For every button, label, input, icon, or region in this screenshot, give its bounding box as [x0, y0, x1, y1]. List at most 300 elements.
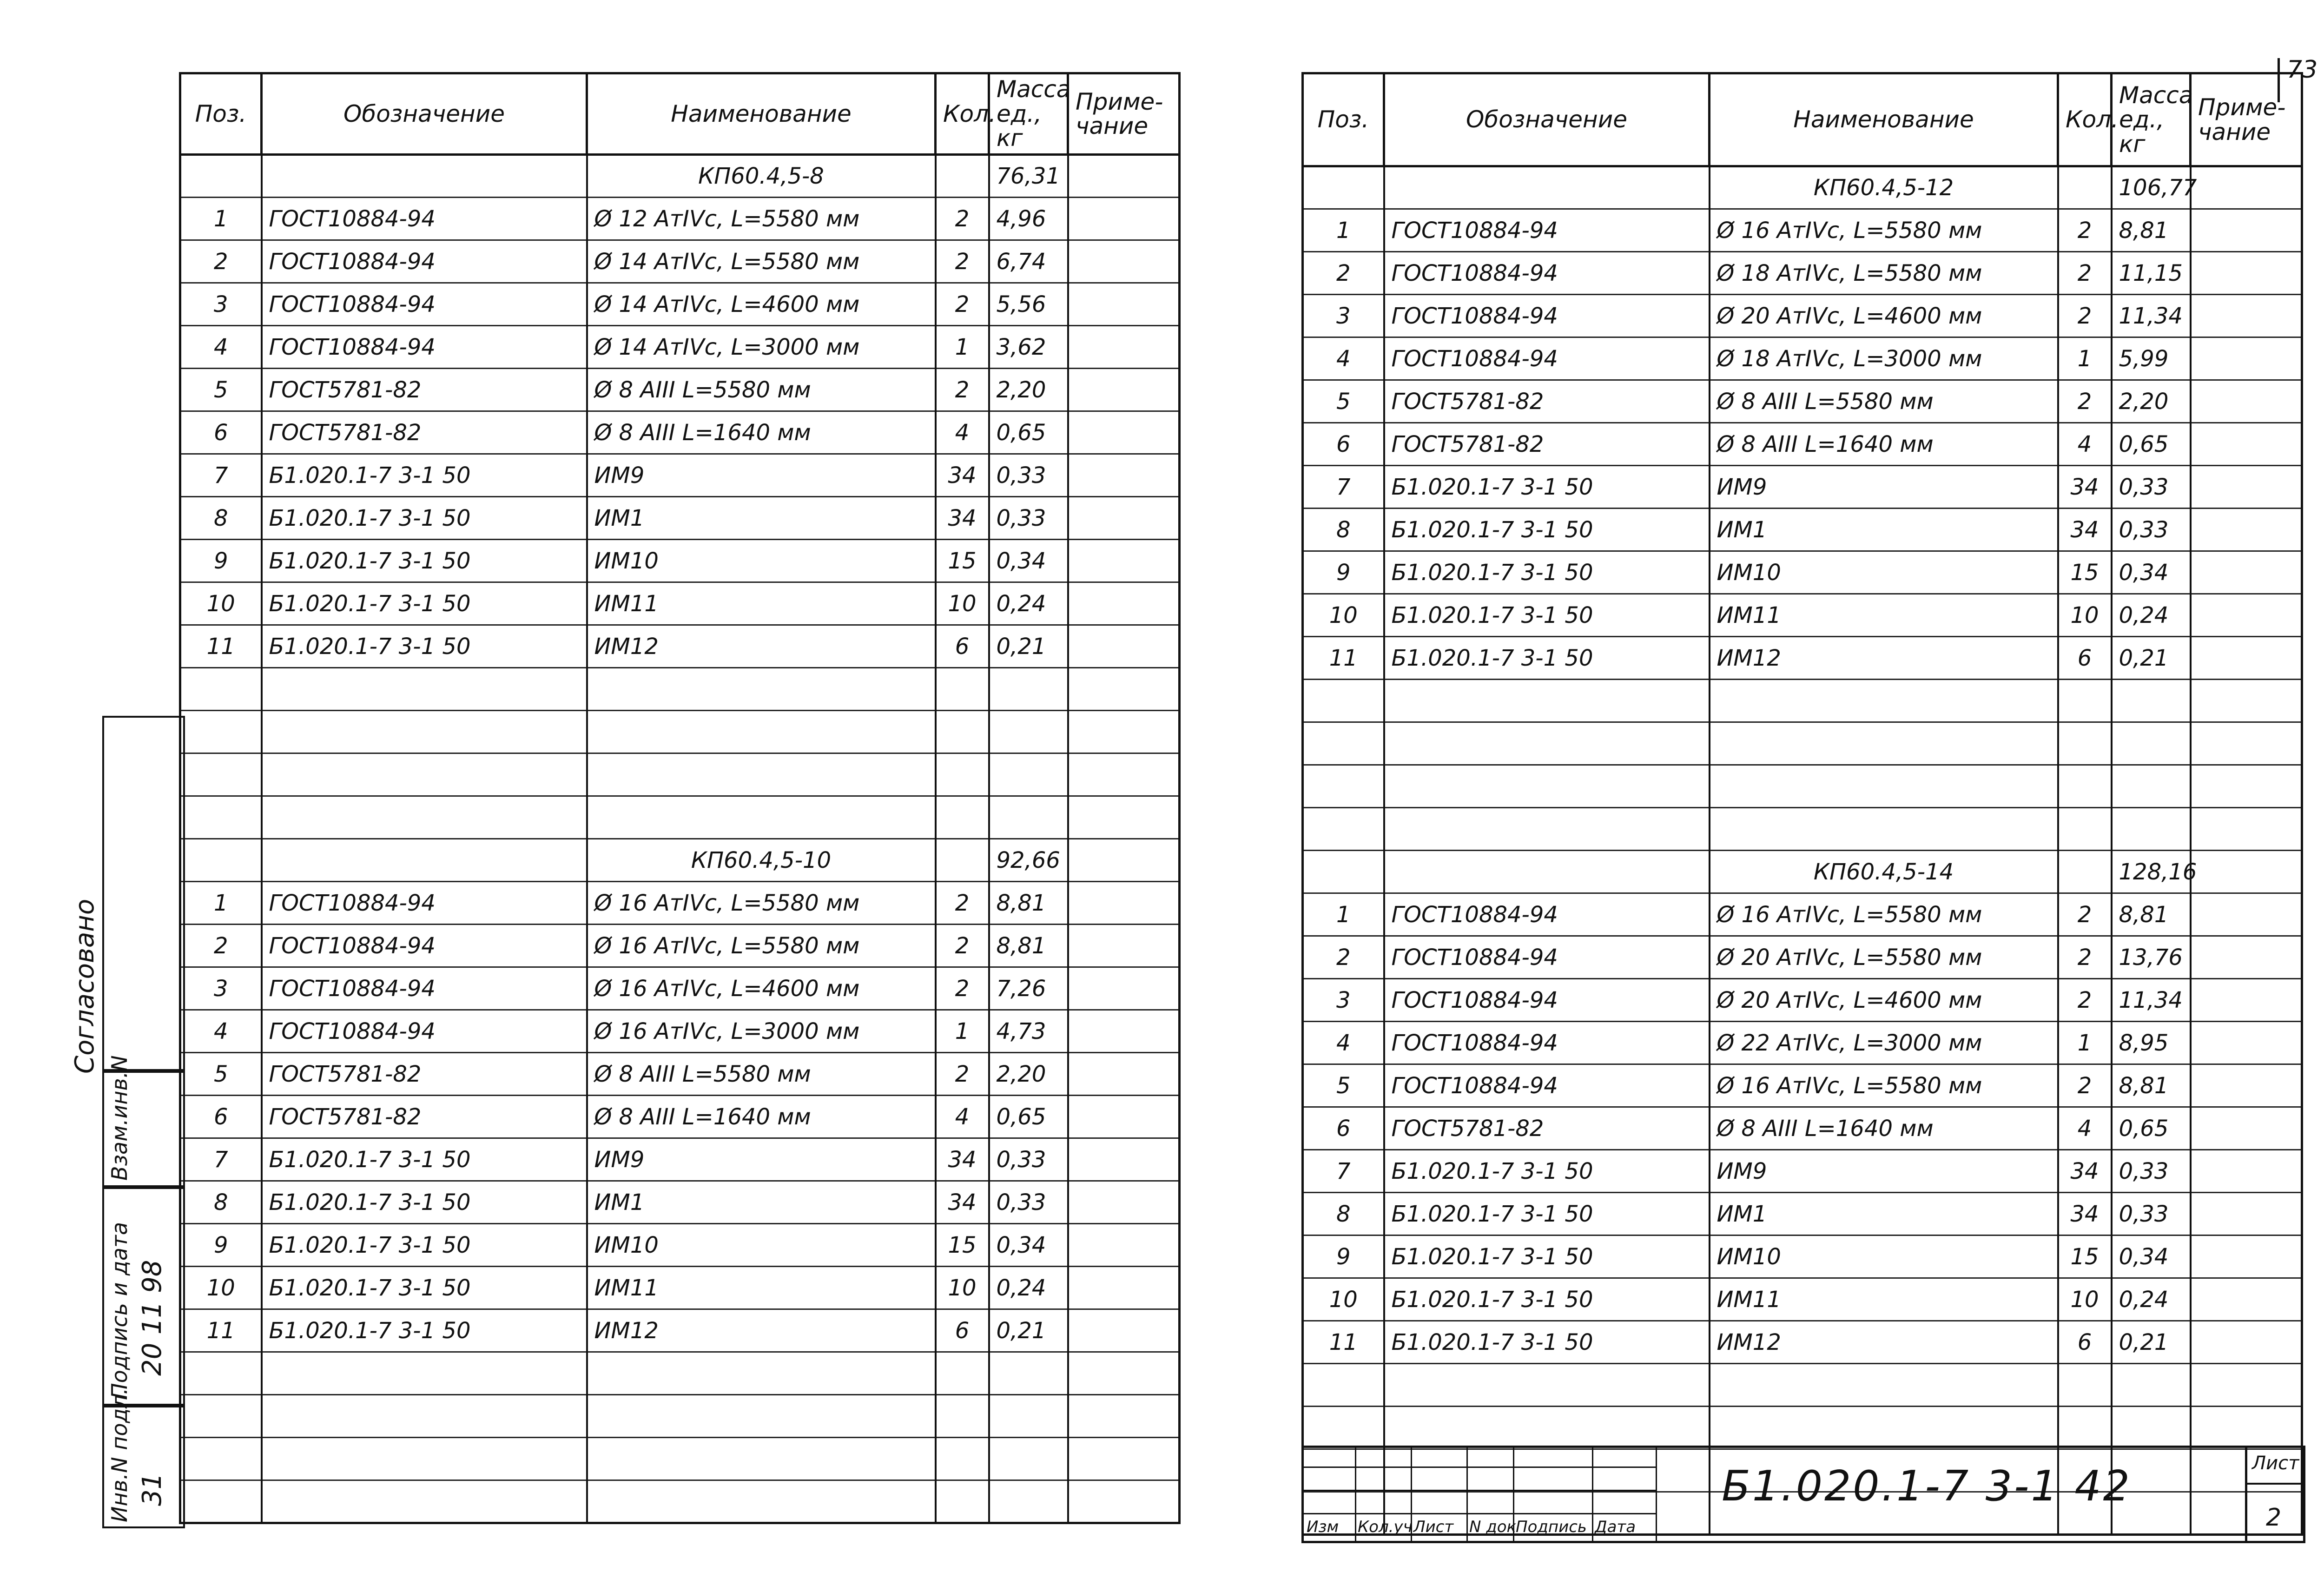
- row-designation: ГОСТ5781-82: [1384, 1107, 1710, 1150]
- row-note: [1068, 369, 1180, 411]
- inventory-value: 31: [137, 1473, 167, 1506]
- tb-label-change: Изм: [1307, 1518, 1339, 1536]
- row-qty: 2: [936, 967, 989, 1010]
- row-pos: 9: [1303, 551, 1384, 594]
- row-name: Ø 14 AтIVc, L=4600 мм: [587, 283, 936, 326]
- row-qty: 15: [936, 1224, 989, 1267]
- row-pos: 8: [1303, 1193, 1384, 1235]
- tb-label-signature: Подпись: [1516, 1518, 1587, 1536]
- empty-cell: [936, 711, 989, 753]
- row-qty: 2: [936, 283, 989, 326]
- side-approval-stamp: [70, 716, 181, 1525]
- row-name: Ø 12 AтIVc, L=5580 мм: [587, 198, 936, 240]
- row-designation: ГОСТ10884-94: [1384, 1022, 1710, 1064]
- document-code: Б1.020.1-7 3-1 42: [1722, 1462, 2132, 1511]
- group-qty-cell: [936, 839, 989, 882]
- row-designation: Б1.020.1-7 3-1 50: [1384, 637, 1710, 680]
- empty-cell: [2191, 765, 2302, 808]
- empty-cell: [989, 711, 1068, 753]
- row-pos: 11: [1303, 1321, 1384, 1364]
- empty-cell: [2058, 765, 2112, 808]
- row-pos: 6: [180, 1096, 262, 1138]
- empty-cell: [587, 1395, 936, 1438]
- row-note: [2191, 1150, 2302, 1193]
- row-qty: 2: [936, 198, 989, 240]
- row-name: ИМ9: [1710, 1150, 2058, 1193]
- empty-row: [1303, 680, 2302, 722]
- row-pos: 1: [180, 882, 262, 925]
- empty-cell: [1710, 1364, 2058, 1407]
- group-note-cell: [1068, 839, 1180, 882]
- row-mass: 0,33: [989, 454, 1068, 497]
- row-note: [2191, 1064, 2302, 1107]
- row-qty: 34: [2058, 1150, 2112, 1193]
- row-name: Ø 8 AIII L=5580 мм: [1710, 380, 2058, 423]
- row-note: [2191, 337, 2302, 380]
- row-designation: Б1.020.1-7 3-1 50: [1384, 466, 1710, 509]
- row-designation: ГОСТ5781-82: [262, 1096, 587, 1138]
- row-qty: 2: [2058, 295, 2112, 337]
- tb-label-sheet: Лист: [1413, 1518, 1454, 1536]
- empty-cell: [1068, 796, 1180, 839]
- row-name: Ø 16 AтIVc, L=5580 мм: [587, 925, 936, 967]
- row-name: Ø 18 AтIVc, L=3000 мм: [1710, 337, 2058, 380]
- empty-cell: [1384, 808, 1710, 851]
- empty-cell: [1710, 680, 2058, 722]
- row-qty: 6: [936, 625, 989, 668]
- row-designation: Б1.020.1-7 3-1 50: [1384, 509, 1710, 551]
- row-name: Ø 8 AIII L=5580 мм: [587, 1053, 936, 1096]
- header-mass: Масса ед., кг: [2112, 73, 2191, 166]
- row-name: Ø 16 AтIVc, L=5580 мм: [1710, 209, 2058, 252]
- table-row: [1303, 551, 2302, 594]
- empty-cell: [1303, 1407, 1384, 1449]
- row-designation: ГОСТ10884-94: [262, 198, 587, 240]
- row-designation: ГОСТ5781-82: [1384, 380, 1710, 423]
- row-pos: 9: [180, 1224, 262, 1267]
- empty-cell: [2191, 1407, 2302, 1449]
- empty-cell: [989, 753, 1068, 796]
- empty-cell: [2058, 808, 2112, 851]
- group-qty-cell: [2058, 166, 2112, 209]
- row-name: ИМ1: [1710, 1193, 2058, 1235]
- row-qty: 6: [936, 1309, 989, 1352]
- row-qty: 34: [936, 497, 989, 540]
- row-name: Ø 14 AтIVc, L=5580 мм: [587, 240, 936, 283]
- row-note: [2191, 551, 2302, 594]
- empty-row: [180, 796, 1180, 839]
- table-row: [180, 540, 1180, 582]
- group-des-cell: [1384, 851, 1710, 893]
- table-row: [1303, 209, 2302, 252]
- empty-cell: [989, 1352, 1068, 1395]
- table-row: [1303, 1321, 2302, 1364]
- empty-cell: [2112, 808, 2191, 851]
- empty-cell: [2058, 680, 2112, 722]
- header-row: [180, 73, 1180, 155]
- group-title: КП60.4,5-12: [1710, 166, 2058, 209]
- group-title: КП60.4,5-8: [587, 155, 936, 198]
- group-mass: 76,31: [989, 155, 1068, 198]
- empty-cell: [587, 753, 936, 796]
- empty-cell: [2058, 1364, 2112, 1407]
- row-mass: 0,34: [989, 540, 1068, 582]
- row-qty: 6: [2058, 637, 2112, 680]
- empty-cell: [1068, 668, 1180, 711]
- row-designation: Б1.020.1-7 3-1 50: [1384, 551, 1710, 594]
- row-designation: Б1.020.1-7 3-1 50: [262, 454, 587, 497]
- table-row: [1303, 252, 2302, 295]
- row-designation: ГОСТ5781-82: [262, 369, 587, 411]
- row-name: ИМ11: [587, 1267, 936, 1309]
- row-note: [1068, 411, 1180, 454]
- empty-cell: [989, 668, 1068, 711]
- row-mass: 0,33: [2112, 466, 2191, 509]
- row-pos: 11: [1303, 637, 1384, 680]
- group-title: КП60.4,5-14: [1710, 851, 2058, 893]
- table-row: [180, 1010, 1180, 1053]
- row-note: [1068, 283, 1180, 326]
- row-note: [2191, 1321, 2302, 1364]
- header-name: Наименование: [587, 73, 936, 155]
- row-name: Ø 18 AтIVc, L=5580 мм: [1710, 252, 2058, 295]
- empty-cell: [1068, 753, 1180, 796]
- row-qty: 10: [936, 582, 989, 625]
- row-qty: 15: [2058, 551, 2112, 594]
- row-mass: 0,24: [2112, 1278, 2191, 1321]
- row-qty: 2: [2058, 1064, 2112, 1107]
- row-pos: 2: [1303, 936, 1384, 979]
- empty-cell: [262, 796, 587, 839]
- row-name: Ø 20 AтIVc, L=4600 мм: [1710, 295, 2058, 337]
- row-note: [2191, 252, 2302, 295]
- row-designation: ГОСТ10884-94: [262, 882, 587, 925]
- row-note: [2191, 1022, 2302, 1064]
- row-pos: 3: [1303, 979, 1384, 1022]
- interchange-label: Взам.инв.N: [107, 1055, 132, 1181]
- row-name: ИМ12: [587, 625, 936, 668]
- row-note: [1068, 240, 1180, 283]
- group-title-row: [180, 155, 1180, 198]
- header-name: Наименование: [1710, 73, 2058, 166]
- row-mass: 8,95: [2112, 1022, 2191, 1064]
- row-note: [1068, 497, 1180, 540]
- row-pos: 7: [180, 1138, 262, 1181]
- row-note: [2191, 509, 2302, 551]
- header-qty: Кол.: [936, 73, 989, 155]
- empty-cell: [1303, 680, 1384, 722]
- row-name: ИМ11: [1710, 1278, 2058, 1321]
- empty-row: [180, 1480, 1180, 1523]
- group-note-cell: [2191, 851, 2302, 893]
- empty-cell: [1068, 1395, 1180, 1438]
- empty-cell: [180, 1395, 262, 1438]
- row-designation: Б1.020.1-7 3-1 50: [1384, 1278, 1710, 1321]
- row-pos: 5: [1303, 380, 1384, 423]
- empty-cell: [587, 668, 936, 711]
- row-designation: Б1.020.1-7 3-1 50: [262, 497, 587, 540]
- row-designation: ГОСТ10884-94: [262, 1010, 587, 1053]
- row-note: [1068, 198, 1180, 240]
- row-pos: 6: [1303, 423, 1384, 466]
- row-pos: 11: [180, 1309, 262, 1352]
- row-name: ИМ1: [587, 1181, 936, 1224]
- row-designation: ГОСТ10884-94: [1384, 893, 1710, 936]
- row-designation: ГОСТ10884-94: [1384, 979, 1710, 1022]
- row-mass: 0,21: [989, 1309, 1068, 1352]
- row-designation: Б1.020.1-7 3-1 50: [262, 1181, 587, 1224]
- row-pos: 6: [180, 411, 262, 454]
- row-mass: 11,15: [2112, 252, 2191, 295]
- row-qty: 2: [2058, 893, 2112, 936]
- table-row: [180, 882, 1180, 925]
- empty-cell: [936, 1480, 989, 1523]
- group-des-cell: [1384, 166, 1710, 209]
- table-row: [180, 625, 1180, 668]
- row-pos: 3: [1303, 295, 1384, 337]
- group-mass: 106,77: [2112, 166, 2191, 209]
- table-row: [180, 1053, 1180, 1096]
- sheet-label: Лист: [2252, 1453, 2299, 1474]
- row-name: ИМ9: [1710, 466, 2058, 509]
- row-designation: Б1.020.1-7 3-1 50: [262, 582, 587, 625]
- row-pos: 2: [1303, 252, 1384, 295]
- row-designation: ГОСТ10884-94: [262, 326, 587, 369]
- empty-cell: [587, 796, 936, 839]
- empty-cell: [180, 796, 262, 839]
- row-mass: 0,33: [2112, 509, 2191, 551]
- row-mass: 2,20: [2112, 380, 2191, 423]
- empty-cell: [2058, 722, 2112, 765]
- group-pos-cell: [1303, 166, 1384, 209]
- row-qty: 2: [936, 240, 989, 283]
- row-pos: 1: [1303, 893, 1384, 936]
- empty-cell: [262, 711, 587, 753]
- row-designation: Б1.020.1-7 3-1 50: [262, 625, 587, 668]
- row-mass: 2,20: [989, 369, 1068, 411]
- row-mass: 0,33: [2112, 1193, 2191, 1235]
- title-block: [1301, 1446, 2305, 1543]
- row-name: Ø 16 AтIVc, L=3000 мм: [587, 1010, 936, 1053]
- row-name: ИМ12: [587, 1309, 936, 1352]
- row-mass: 0,21: [2112, 1321, 2191, 1364]
- row-qty: 2: [2058, 380, 2112, 423]
- row-name: ИМ11: [587, 582, 936, 625]
- row-qty: 4: [936, 1096, 989, 1138]
- empty-cell: [2112, 1364, 2191, 1407]
- empty-row: [1303, 1407, 2302, 1449]
- row-note: [2191, 1278, 2302, 1321]
- signature-date-value: 20 11 98: [137, 1260, 167, 1376]
- empty-cell: [2112, 1407, 2191, 1449]
- empty-cell: [262, 753, 587, 796]
- row-note: [2191, 936, 2302, 979]
- row-mass: 0,33: [989, 1138, 1068, 1181]
- row-name: Ø 20 AтIVc, L=5580 мм: [1710, 936, 2058, 979]
- row-note: [2191, 979, 2302, 1022]
- row-note: [1068, 1181, 1180, 1224]
- row-mass: 8,81: [989, 925, 1068, 967]
- row-note: [1068, 925, 1180, 967]
- row-name: ИМ12: [1710, 1321, 2058, 1364]
- row-mass: 0,65: [989, 411, 1068, 454]
- row-pos: 7: [1303, 1150, 1384, 1193]
- empty-cell: [1710, 1407, 2058, 1449]
- row-pos: 10: [180, 582, 262, 625]
- page-number: 73: [2287, 56, 2318, 84]
- table-row: [1303, 466, 2302, 509]
- group-note-cell: [2191, 166, 2302, 209]
- empty-row: [1303, 722, 2302, 765]
- empty-cell: [1710, 765, 2058, 808]
- empty-cell: [936, 1352, 989, 1395]
- row-qty: 2: [2058, 936, 2112, 979]
- row-designation: ГОСТ5781-82: [262, 411, 587, 454]
- row-note: [1068, 1010, 1180, 1053]
- row-note: [2191, 466, 2302, 509]
- header-designation: Обозначение: [1384, 73, 1710, 166]
- table-row: [180, 1181, 1180, 1224]
- header-pos: Поз.: [180, 73, 262, 155]
- row-name: Ø 16 AтIVc, L=5580 мм: [1710, 1064, 2058, 1107]
- row-pos: 3: [180, 967, 262, 1010]
- empty-cell: [587, 711, 936, 753]
- row-designation: Б1.020.1-7 3-1 50: [262, 1224, 587, 1267]
- row-mass: 0,34: [989, 1224, 1068, 1267]
- row-name: Ø 8 AIII L=1640 мм: [587, 1096, 936, 1138]
- empty-cell: [1710, 722, 2058, 765]
- row-pos: 5: [180, 1053, 262, 1096]
- table-row: [1303, 1064, 2302, 1107]
- row-mass: 5,99: [2112, 337, 2191, 380]
- table-row: [1303, 1150, 2302, 1193]
- empty-cell: [180, 668, 262, 711]
- empty-cell: [989, 1480, 1068, 1523]
- empty-cell: [1384, 722, 1710, 765]
- table-row: [1303, 893, 2302, 936]
- row-mass: 2,20: [989, 1053, 1068, 1096]
- row-note: [1068, 540, 1180, 582]
- row-note: [2191, 209, 2302, 252]
- row-pos: 7: [1303, 466, 1384, 509]
- header-note: Приме- чание: [1068, 73, 1180, 155]
- table-row: [180, 369, 1180, 411]
- empty-cell: [1384, 1364, 1710, 1407]
- empty-cell: [2112, 722, 2191, 765]
- empty-cell: [2112, 765, 2191, 808]
- empty-cell: [1068, 1352, 1180, 1395]
- empty-cell: [1303, 765, 1384, 808]
- row-pos: 2: [180, 240, 262, 283]
- row-designation: Б1.020.1-7 3-1 50: [1384, 1321, 1710, 1364]
- table-row: [1303, 1278, 2302, 1321]
- row-qty: 15: [2058, 1235, 2112, 1278]
- row-note: [2191, 1193, 2302, 1235]
- empty-cell: [262, 668, 587, 711]
- row-pos: 7: [180, 454, 262, 497]
- row-pos: 4: [1303, 1022, 1384, 1064]
- empty-cell: [262, 1352, 587, 1395]
- table-row: [180, 198, 1180, 240]
- empty-cell: [1384, 680, 1710, 722]
- row-name: ИМ9: [587, 454, 936, 497]
- row-qty: 34: [936, 1181, 989, 1224]
- row-qty: 1: [936, 326, 989, 369]
- table-row: [180, 1267, 1180, 1309]
- row-pos: 8: [180, 1181, 262, 1224]
- empty-cell: [1068, 1438, 1180, 1480]
- row-note: [2191, 295, 2302, 337]
- table-row: [1303, 1107, 2302, 1150]
- row-qty: 34: [2058, 466, 2112, 509]
- empty-cell: [262, 1480, 587, 1523]
- empty-cell: [180, 1438, 262, 1480]
- row-designation: ГОСТ10884-94: [262, 240, 587, 283]
- row-qty: 2: [936, 369, 989, 411]
- row-qty: 34: [936, 1138, 989, 1181]
- row-mass: 0,65: [2112, 1107, 2191, 1150]
- row-note: [1068, 1096, 1180, 1138]
- empty-row: [180, 753, 1180, 796]
- row-designation: Б1.020.1-7 3-1 50: [262, 1267, 587, 1309]
- row-qty: 2: [936, 1053, 989, 1096]
- row-qty: 34: [2058, 509, 2112, 551]
- row-mass: 6,74: [989, 240, 1068, 283]
- row-designation: ГОСТ5781-82: [1384, 423, 1710, 466]
- table-row: [180, 1224, 1180, 1267]
- row-designation: ГОСТ10884-94: [262, 925, 587, 967]
- row-pos: 6: [1303, 1107, 1384, 1150]
- empty-cell: [2058, 1407, 2112, 1449]
- row-qty: 2: [936, 925, 989, 967]
- table-row: [1303, 509, 2302, 551]
- row-note: [1068, 625, 1180, 668]
- row-name: ИМ11: [1710, 594, 2058, 637]
- row-pos: 10: [180, 1267, 262, 1309]
- row-name: ИМ12: [1710, 637, 2058, 680]
- table-row: [180, 1309, 1180, 1352]
- row-pos: 4: [180, 326, 262, 369]
- header-designation: Обозначение: [262, 73, 587, 155]
- group-title: КП60.4,5-10: [587, 839, 936, 882]
- row-designation: ГОСТ5781-82: [262, 1053, 587, 1096]
- table-row: [180, 497, 1180, 540]
- empty-cell: [1384, 1407, 1710, 1449]
- row-name: Ø 22 AтIVc, L=3000 мм: [1710, 1022, 2058, 1064]
- tb-label-count: Кол.уч: [1358, 1518, 1413, 1536]
- table-row: [180, 454, 1180, 497]
- empty-row: [180, 1352, 1180, 1395]
- row-mass: 8,81: [989, 882, 1068, 925]
- table-row: [1303, 295, 2302, 337]
- row-pos: 1: [180, 198, 262, 240]
- row-designation: Б1.020.1-7 3-1 50: [262, 1138, 587, 1181]
- empty-row: [1303, 808, 2302, 851]
- header-pos: Поз.: [1303, 73, 1384, 166]
- row-note: [2191, 423, 2302, 466]
- row-name: Ø 16 AтIVc, L=5580 мм: [587, 882, 936, 925]
- row-qty: 1: [2058, 1022, 2112, 1064]
- row-note: [2191, 893, 2302, 936]
- row-qty: 34: [2058, 1193, 2112, 1235]
- row-designation: ГОСТ10884-94: [1384, 295, 1710, 337]
- empty-cell: [1303, 1364, 1384, 1407]
- row-qty: 2: [2058, 209, 2112, 252]
- empty-cell: [989, 1395, 1068, 1438]
- row-note: [1068, 1224, 1180, 1267]
- row-pos: 5: [180, 369, 262, 411]
- empty-cell: [989, 1438, 1068, 1480]
